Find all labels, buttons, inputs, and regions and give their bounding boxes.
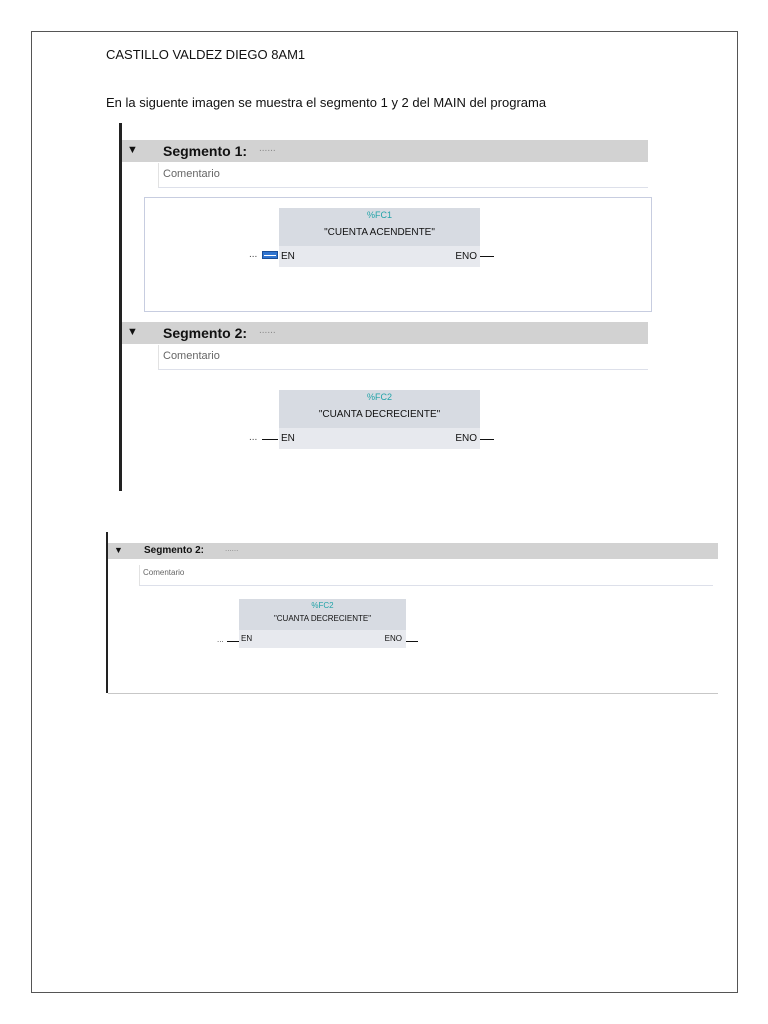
segment-2b-comment[interactable]: Comentario bbox=[139, 565, 713, 586]
collapse-triangle-icon[interactable]: ▼ bbox=[127, 144, 138, 156]
fc2-name: "CUANTA DECRECIENTE" bbox=[318, 409, 441, 420]
fc1-pin-area bbox=[279, 246, 480, 267]
fc2b-en-input-dots[interactable]: ... bbox=[217, 635, 224, 644]
segment-2b-title: Segmento 2: bbox=[144, 545, 205, 556]
collapse-triangle-icon[interactable]: ▼ bbox=[127, 326, 138, 338]
fc2-en-wire bbox=[262, 439, 278, 440]
segment-1-dots: ...... bbox=[259, 143, 276, 154]
fc2-pin-area bbox=[279, 428, 480, 449]
segment-2b-dots: ...... bbox=[225, 544, 239, 553]
network-left-bar bbox=[119, 123, 122, 491]
fc2-eno-pin[interactable]: ENO bbox=[455, 433, 477, 444]
fc2b-eno-wire bbox=[406, 641, 418, 642]
collapse-triangle-icon[interactable]: ▼ bbox=[114, 545, 123, 555]
fc2-number: %FC2 bbox=[366, 392, 392, 402]
fc1-number: %FC1 bbox=[366, 210, 392, 220]
fc1-en-pin[interactable]: EN bbox=[281, 251, 295, 262]
segment-2-header[interactable] bbox=[122, 322, 648, 344]
author-line: CASTILLO VALDEZ DIEGO 8AM1 bbox=[106, 47, 306, 62]
segment-1-title: Segmento 1: bbox=[163, 143, 248, 159]
intro-paragraph: En la siguente imagen se muestra el segmento 1 y 2 del MAIN del programa bbox=[106, 95, 547, 110]
fc1-eno-pin[interactable]: ENO bbox=[455, 251, 477, 262]
screenshot-2-bottom-border bbox=[108, 693, 718, 694]
segment-1-header[interactable] bbox=[122, 140, 648, 162]
fc1-name: "CUENTA ACENDENTE" bbox=[324, 227, 435, 238]
fc2b-en-wire bbox=[227, 641, 239, 642]
fc2-en-input-dots[interactable]: ... bbox=[249, 432, 258, 443]
fc1-eno-wire bbox=[480, 256, 494, 257]
fc2-block[interactable] bbox=[279, 390, 480, 449]
fc2b-name: "CUANTA DECRECIENTE" bbox=[273, 614, 372, 623]
segment-2-comment[interactable]: Comentario bbox=[158, 345, 648, 370]
fc2-en-pin[interactable]: EN bbox=[281, 433, 295, 444]
segment-1-comment[interactable]: Comentario bbox=[158, 163, 648, 188]
fc2b-number: %FC2 bbox=[311, 601, 334, 610]
fc2b-en-pin[interactable]: EN bbox=[241, 634, 253, 643]
fc2b-pin-area bbox=[239, 630, 406, 648]
fc1-en-input-dots[interactable]: ... bbox=[249, 249, 258, 260]
fc2b-eno-pin[interactable]: ENO bbox=[384, 634, 402, 643]
segment-2-title: Segmento 2: bbox=[163, 325, 248, 341]
fc1-block[interactable] bbox=[279, 208, 480, 267]
segment-2-dots: ...... bbox=[259, 325, 276, 336]
fc1-en-selected-wire[interactable] bbox=[262, 251, 278, 259]
segment-2b-header[interactable] bbox=[108, 543, 718, 559]
fc2-eno-wire bbox=[480, 439, 494, 440]
fc2b-block[interactable] bbox=[239, 599, 406, 648]
